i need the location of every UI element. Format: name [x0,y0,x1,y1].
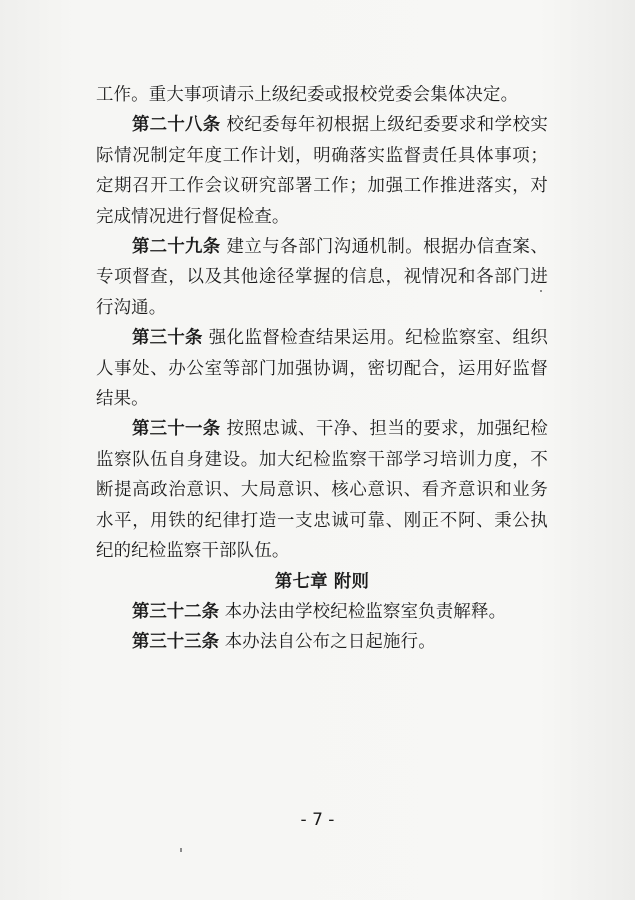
article-32 [96,597,548,627]
article-30 [96,323,548,414]
scan-speck [180,848,182,852]
chapter-title: 第七章 附则 [274,571,370,592]
article-heading: 第三十二条 [132,601,219,622]
article-29 [96,232,548,323]
document-body [96,80,548,658]
article-heading: 第三十条 [132,328,203,349]
article-28 [96,110,548,232]
article-text: 强化监督检查结果运用。纪检监察室、组织人事处、办公室等部门加强协调，密切配合，运用好监督结果。 [96,328,548,410]
article-31 [96,414,548,566]
page-number: - 7 - [300,810,335,830]
article-heading: 第三十一条 [132,419,221,440]
article-text: 本办法自公布之日起施行。 [224,632,436,653]
article-heading: 第三十三条 [132,632,219,653]
article-text: 本办法由学校纪检监察室负责解释。 [224,601,507,622]
article-heading: 第二十九条 [132,237,221,258]
article-33 [96,627,548,657]
article-text: 建立与各部门沟通机制。根据办信查案、专项督查，以及其他途径掌握的信息，视情况和各部门进行沟通。 [96,237,548,318]
article-text: 按照忠诚、干净、担当的要求，加强纪检监察队伍自身建设。加大纪检监察干部学习培训力度，不断提高政治意识、大局意识、核心意识、看齐意识和业务水平，用铁的纪律打造一支忠诚可靠、刚正不阿、秉公执纪的纪检监察干部队伍。 [96,419,548,562]
paragraph-text: 工作。重大事项请示上级纪委或报校党委会集体决定。 [96,85,519,105]
paragraph-continuation [96,80,548,110]
article-text: 校纪委每年初根据上级纪委要求和学校实际情况制定年度工作计划，明确落实监督责任具体事项；定期召开工作会议研究部署工作；加强工作推进落实，对完成情况进行督促检查。 [96,115,548,227]
article-heading: 第二十八条 [132,115,221,136]
scan-speck [540,290,542,292]
